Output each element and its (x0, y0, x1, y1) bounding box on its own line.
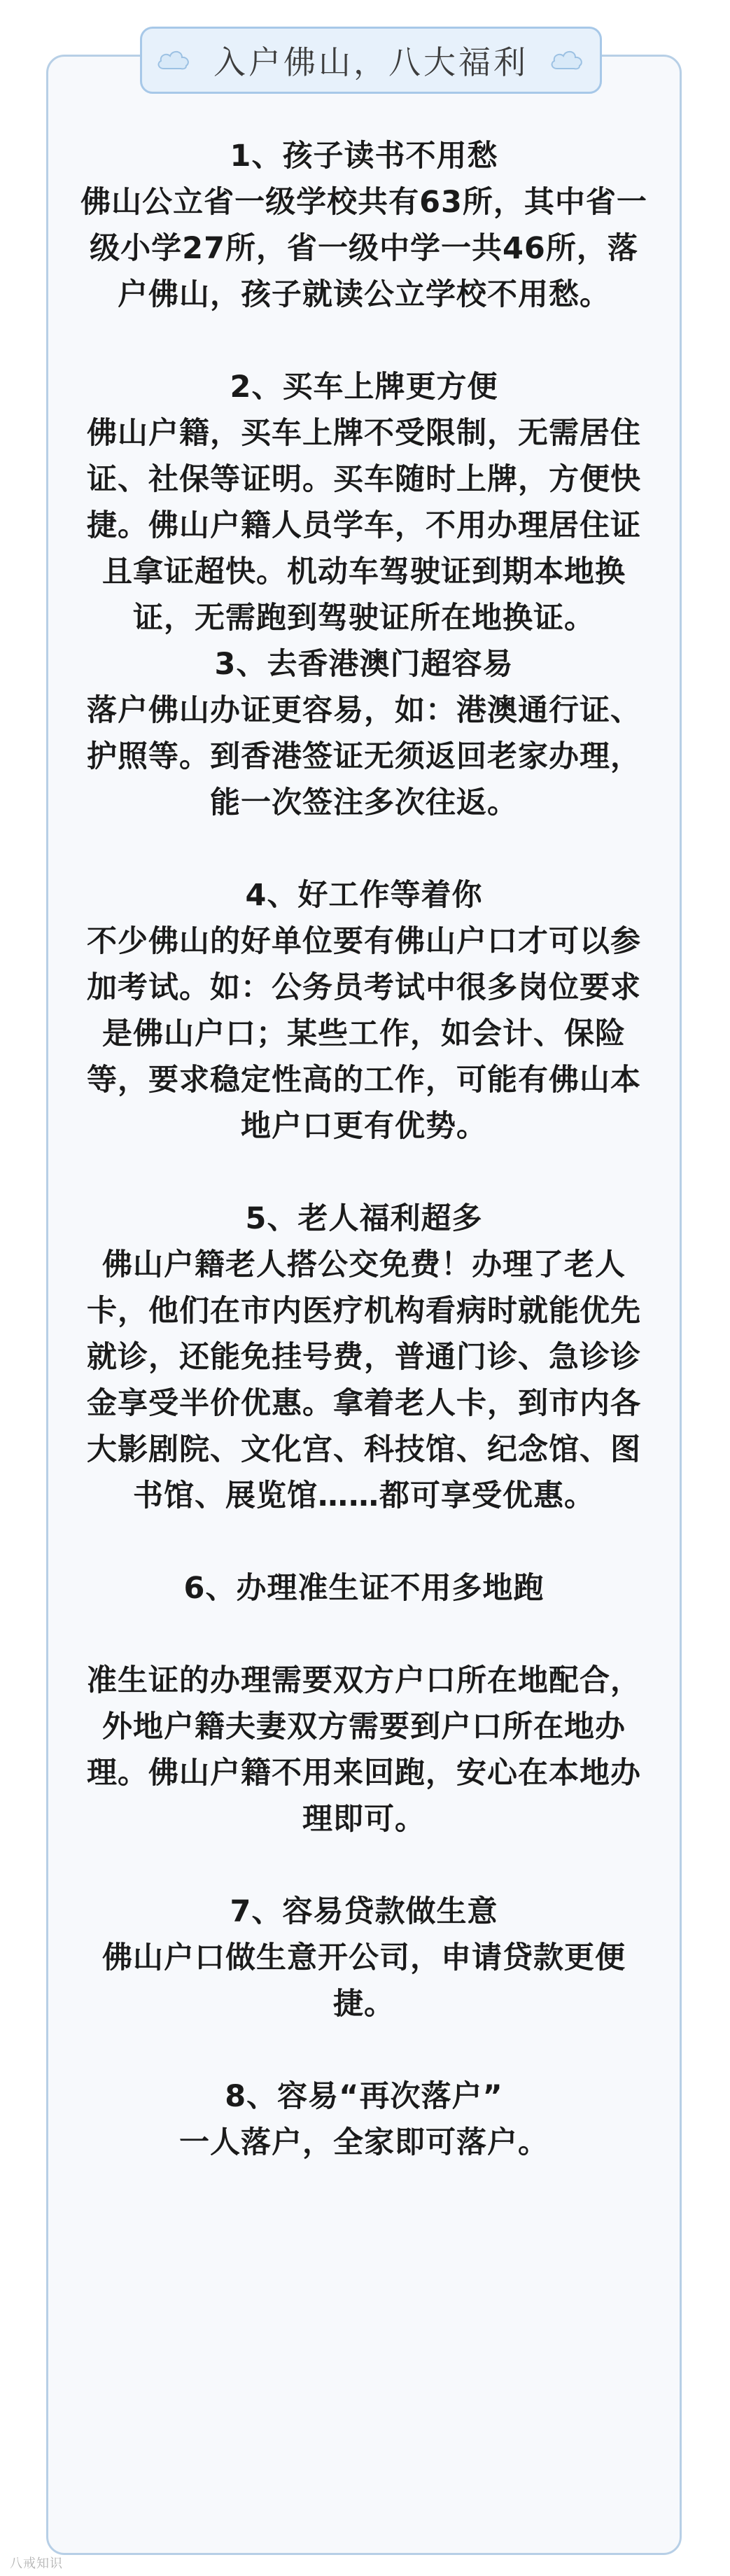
section-body: 佛山户籍老人搭公交免费！办理了老人卡，他们在市内医疗机构看病时就能优先就诊，还能免挂号费，普通门诊、急诊诊金享受半价优惠。拿着老人卡，到市内各大影剧院、文化宫、科技馆、纪念馆、图书馆、展览馆……都可享受优惠。 (87, 1247, 641, 1513)
section-body: 落户佛山办证更容易，如：港澳通行证、护照等。到香港签证无须返回老家办理，能一次签注多次往返。 (87, 693, 641, 820)
benefit-section (46, 1565, 682, 1842)
cloud-icon (155, 46, 193, 74)
section-body: 一人落户，全家即可落户。 (179, 2125, 549, 2160)
benefit-section (46, 1196, 682, 1519)
section-heading: 8、容易“再次落户” (225, 2079, 503, 2114)
section-body: 佛山户籍，买车上牌不受限制，无需居住证、社保等证明。买车随时上牌，方便快捷。佛山户籍人员学车，不用办理居住证且拿证超快。机动车驾驶证到期本地换证，无需跑到驾驶证所在地换证。 (87, 416, 641, 636)
cloud-icon (549, 46, 587, 74)
benefit-section (46, 641, 682, 826)
section-heading: 6、办理准生证不用多地跑 (183, 1571, 545, 1606)
section-heading: 3、去香港澳门超容易 (214, 647, 514, 682)
section-body: 不少佛山的好单位要有佛山户口才可以参加考试。如：公务员考试中很多岗位要求是佛山户口；某些工作，如会计、保险等，要求稳定性高的工作，可能有佛山本地户口更有优势。 (87, 924, 641, 1144)
section-body: 佛山公立省一级学校共有63所，其中省一级小学27所，省一级中学一共46所，落户佛山，孩子就读公立学校不用愁。 (80, 185, 647, 312)
benefit-section (46, 2073, 682, 2166)
section-heading: 2、买车上牌更方便 (230, 370, 498, 405)
benefit-section (46, 1889, 682, 2027)
section-heading: 1、孩子读书不用愁 (230, 139, 498, 174)
page-title: 入户佛山，八大福利 (213, 43, 528, 81)
benefit-section (46, 364, 682, 641)
benefits-list (46, 133, 682, 2166)
watermark: 八戒知识 (10, 2556, 63, 2571)
section-body: 准生证的办理需要双方户口所在地配合，外地户籍夫妻双方需要到户口所在地办理。佛山户籍不用来回跑，安心在本地办理即可。 (87, 1663, 641, 1837)
benefit-section (46, 133, 682, 318)
section-heading: 7、容易贷款做生意 (230, 1894, 498, 1929)
benefit-section (46, 872, 682, 1149)
section-body: 佛山户口做生意开公司，申请贷款更便捷。 (102, 1940, 626, 2022)
title-banner (140, 27, 602, 94)
title-pill (140, 27, 602, 94)
section-heading: 4、好工作等着你 (245, 878, 483, 913)
section-heading: 5、老人福利超多 (245, 1201, 483, 1236)
